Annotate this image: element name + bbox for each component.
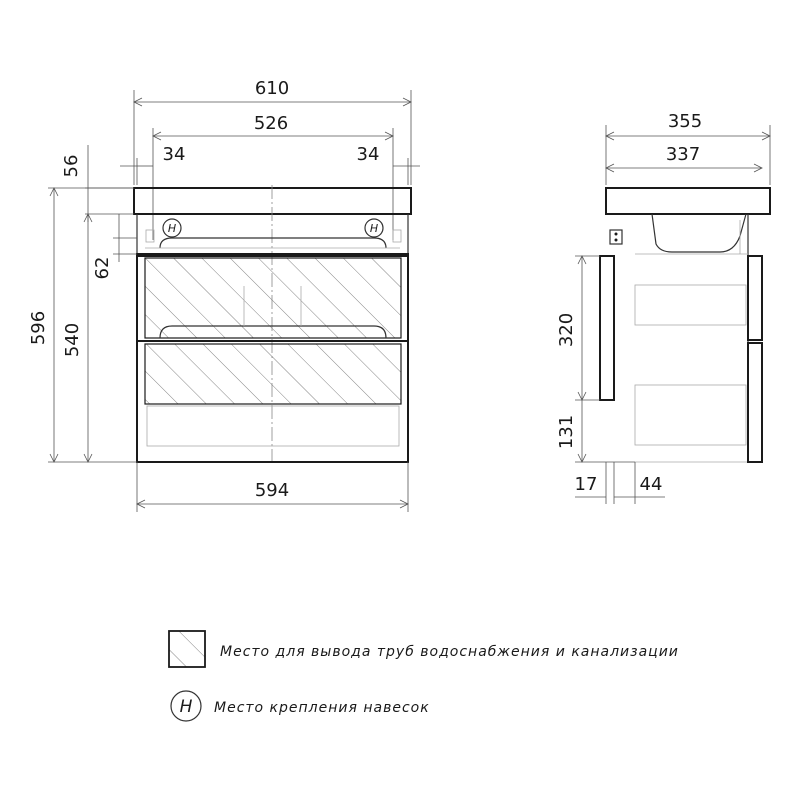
- side-mount-bracket: [610, 230, 622, 244]
- dim-top-thickness: [61, 145, 134, 222]
- legend-mount-label: Место крепления навесок: [214, 700, 430, 716]
- side-countertop: [606, 188, 770, 214]
- dim-label-62: 62: [92, 256, 113, 280]
- dim-label-34-left: 34: [162, 144, 186, 165]
- dim-label-44: 44: [639, 474, 663, 495]
- mount-marker-right: [365, 219, 383, 237]
- mount-marker-left: [163, 219, 181, 237]
- legend: [169, 631, 679, 721]
- dim-hatch-height: [556, 256, 600, 400]
- dim-label-540: 540: [62, 322, 83, 358]
- side-drawer-box-lower: [635, 385, 746, 445]
- dim-label-526: 526: [253, 113, 289, 134]
- dim-label-34-right: 34: [356, 144, 380, 165]
- basin-profile: [652, 214, 746, 252]
- side-drawer-front-upper: [748, 256, 762, 340]
- side-view: [556, 111, 770, 504]
- dim-label-337: 337: [665, 144, 701, 165]
- dim-body-height: [62, 214, 92, 462]
- upper-drawer: [137, 256, 408, 338]
- side-pipe-zone: [600, 256, 614, 400]
- side-drawer-box-upper: [635, 285, 746, 325]
- dim-label-594: 594: [254, 480, 290, 501]
- side-drawer-front-lower: [748, 343, 762, 462]
- dim-body-width: [137, 462, 408, 512]
- dim-wall-gap: [575, 462, 614, 504]
- dim-label-131: 131: [556, 414, 577, 450]
- legend-mount-symbol: H: [179, 697, 193, 717]
- dim-body-depth: [606, 144, 762, 172]
- dim-label-596: 596: [28, 310, 49, 346]
- legend-hatch-swatch: [169, 631, 205, 667]
- legend-mount-item: [171, 691, 430, 721]
- dim-label-320: 320: [556, 312, 577, 348]
- dim-label-17: 17: [574, 474, 598, 495]
- dim-label-355: 355: [667, 111, 703, 132]
- countertop: [134, 188, 411, 214]
- dim-label-56: 56: [61, 154, 82, 178]
- dim-inner-width: [153, 113, 393, 240]
- dim-bottom-height: [556, 400, 635, 462]
- mount-marker-left-symbol: H: [167, 222, 177, 235]
- dim-label-610: 610: [254, 78, 290, 99]
- lower-drawer: [137, 341, 408, 446]
- dim-right-offset: [357, 144, 420, 185]
- dim-gap-height: [92, 214, 137, 279]
- dim-zone-depth: [614, 462, 665, 504]
- legend-hatch-label: Место для вывода труб водоснабжения и канализации: [220, 644, 679, 660]
- legend-hatch-item: [169, 631, 679, 667]
- mount-marker-right-symbol: H: [369, 222, 379, 235]
- front-view: [28, 78, 420, 512]
